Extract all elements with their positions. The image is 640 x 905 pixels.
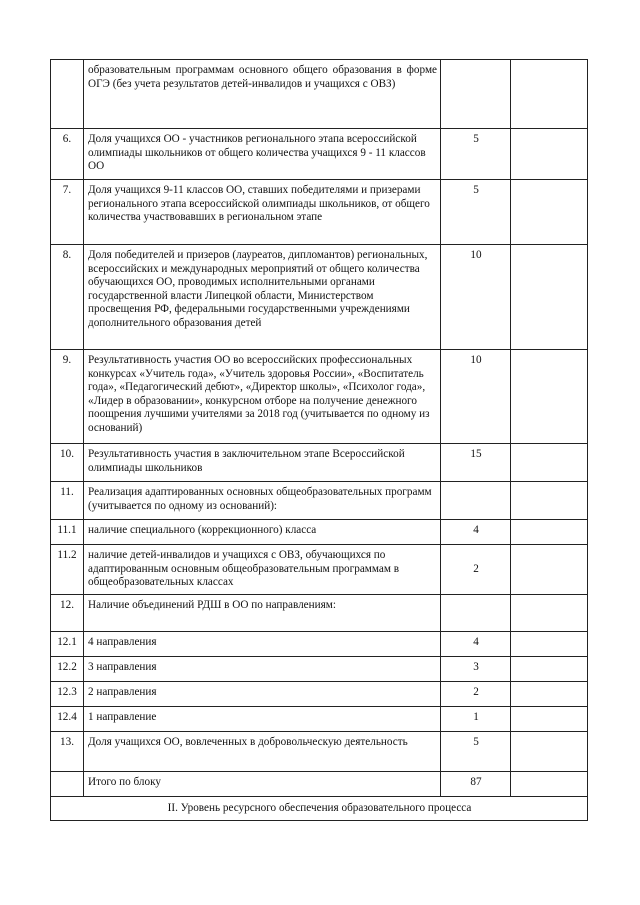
row-text: 3 направления: [84, 657, 441, 682]
row-points: 5: [441, 180, 511, 245]
table-row: [51, 545, 588, 595]
table-row: [51, 632, 588, 657]
table-row: [51, 245, 588, 350]
row-points: 5: [441, 732, 511, 772]
table-row: [51, 682, 588, 707]
criteria-table: [50, 59, 588, 821]
row-value-cell: [511, 482, 588, 520]
row-number: 12.1: [51, 632, 84, 657]
row-number: [51, 772, 84, 797]
row-value-cell: [511, 545, 588, 595]
total-label: Итого по блоку: [84, 772, 441, 797]
row-number: 12.: [51, 595, 84, 632]
table-row: [51, 657, 588, 682]
row-text: Наличие объединений РДШ в ОО по направлениям:: [84, 595, 441, 632]
table-row: [51, 707, 588, 732]
row-points: 15: [441, 444, 511, 482]
table-row: [51, 520, 588, 545]
row-points: 2: [441, 682, 511, 707]
row-points: 5: [441, 129, 511, 180]
row-points: [441, 482, 511, 520]
row-number: [51, 60, 84, 129]
row-text: Доля учащихся 9-11 классов ОО, ставших победителями и призерами регионального этапа всероссийской олимпиады школьников, от общего количества участвовавших в региональном этапе: [84, 180, 441, 245]
row-number: 7.: [51, 180, 84, 245]
row-text: Доля учащихся ОО, вовлеченных в добровольческую деятельность: [84, 732, 441, 772]
total-points: 87: [441, 772, 511, 797]
row-text: Реализация адаптированных основных общеобразовательных программ (учитывается по одному из оснований):: [84, 482, 441, 520]
row-text: 4 направления: [84, 632, 441, 657]
table-row: [51, 350, 588, 444]
row-number: 13.: [51, 732, 84, 772]
row-text: наличие детей-инвалидов и учащихся с ОВЗ, обучающихся по адаптированным основным общеобразовательным программам в общеобразовательных классах: [84, 545, 441, 595]
row-number: 12.4: [51, 707, 84, 732]
row-points: [441, 60, 511, 129]
row-value-cell: [511, 129, 588, 180]
section-title: II. Уровень ресурсного обеспечения образовательного процесса: [51, 797, 588, 821]
row-value-cell: [511, 732, 588, 772]
row-text: Результативность участия в заключительном этапе Всероссийской олимпиады школьников: [84, 444, 441, 482]
row-text: образовательным программам основного общего образования в форме ОГЭ (без учета результатов детей-инвалидов и учащихся с ОВЗ): [84, 60, 441, 129]
table-row: [51, 595, 588, 632]
row-number: 11.1: [51, 520, 84, 545]
row-text: 1 направление: [84, 707, 441, 732]
table-row: [51, 129, 588, 180]
table-row: [51, 60, 588, 129]
row-value-cell: [511, 444, 588, 482]
row-points: 1: [441, 707, 511, 732]
row-value-cell: [511, 632, 588, 657]
row-points: 4: [441, 520, 511, 545]
total-row: [51, 772, 588, 797]
row-value-cell: [511, 707, 588, 732]
row-value-cell: [511, 520, 588, 545]
row-text: Результативность участия ОО во всероссийских профессиональных конкурсах «Учитель года», «Учитель здоровья России», «Воспитатель года», «Педагогический дебют», «Директор школы», «Психолог года», «Лидер в образовании», конкурсном отборе на получение денежного поощрения лучшими учителями за 2018 год (учитывается по одному из оснований): [84, 350, 441, 444]
row-value-cell: [511, 350, 588, 444]
row-text: наличие специального (коррекционного) класса: [84, 520, 441, 545]
row-value-cell: [511, 180, 588, 245]
row-points: [441, 595, 511, 632]
row-value-cell: [511, 245, 588, 350]
row-text: Доля учащихся ОО - участников регионального этапа всероссийской олимпиады школьников от общего количества учащихся 9 - 11 классов ОО: [84, 129, 441, 180]
row-number: 6.: [51, 129, 84, 180]
row-value-cell: [511, 595, 588, 632]
row-points: 2: [441, 545, 511, 595]
row-points: 4: [441, 632, 511, 657]
table-row: [51, 444, 588, 482]
row-value-cell: [511, 772, 588, 797]
row-number: 12.2: [51, 657, 84, 682]
row-text: Доля победителей и призеров (лауреатов, дипломантов) региональных, всероссийских и международных мероприятий от общего количества обучающихся ОО, проводимых исполнительными органами государственной власти Липецкой области, Министерством просвещения РФ, федеральными государственными учреждениями дополнительного образования детей: [84, 245, 441, 350]
row-number: 8.: [51, 245, 84, 350]
table-row: [51, 482, 588, 520]
row-number: 10.: [51, 444, 84, 482]
table-row: [51, 180, 588, 245]
row-value-cell: [511, 682, 588, 707]
row-text: 2 направления: [84, 682, 441, 707]
row-value-cell: [511, 657, 588, 682]
row-points: 3: [441, 657, 511, 682]
row-number: 11.2: [51, 545, 84, 595]
row-points: 10: [441, 245, 511, 350]
row-number: 9.: [51, 350, 84, 444]
table-row: [51, 732, 588, 772]
row-number: 11.: [51, 482, 84, 520]
row-value-cell: [511, 60, 588, 129]
row-number: 12.3: [51, 682, 84, 707]
row-points: 10: [441, 350, 511, 444]
section-row: [51, 797, 588, 821]
